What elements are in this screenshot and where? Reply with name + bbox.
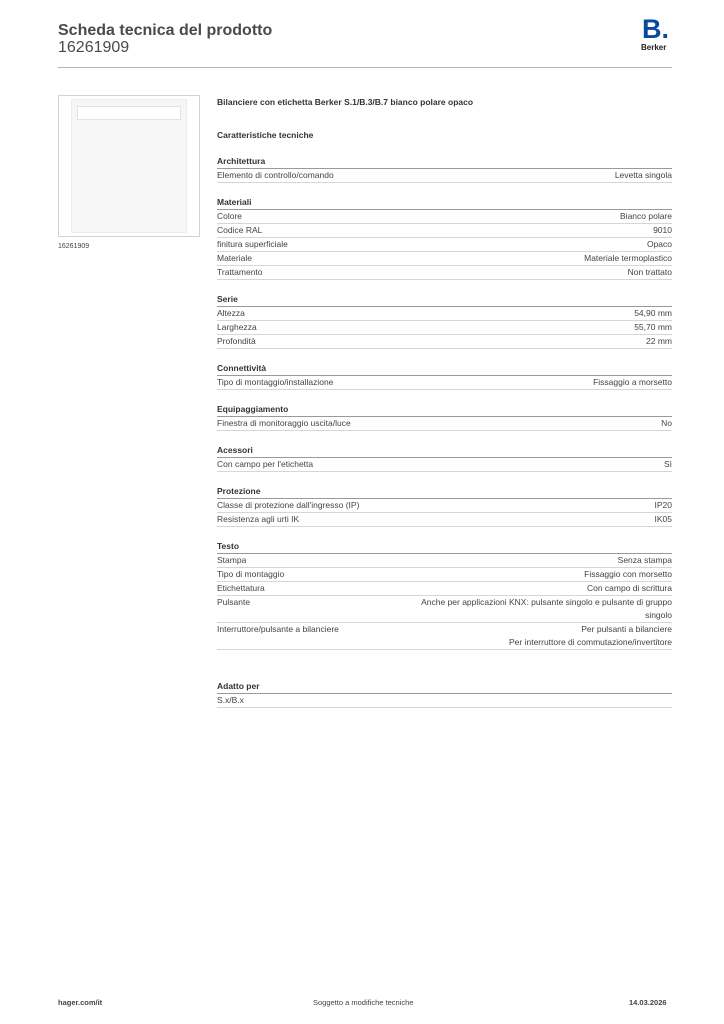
spec-value <box>367 499 672 512</box>
spec-row <box>217 238 672 252</box>
spec-row <box>217 266 672 280</box>
spec-row <box>217 224 672 238</box>
spec-label: finitura superficiale <box>217 239 288 249</box>
spec-value-line: singolo <box>645 610 672 620</box>
spec-section <box>217 680 672 708</box>
spec-row <box>217 335 672 349</box>
spec-value <box>307 513 672 526</box>
spec-value <box>321 458 672 471</box>
section-title: Architettura <box>217 155 672 169</box>
characteristics-title: Caratteristiche tecniche <box>217 130 314 140</box>
spec-row <box>217 210 672 224</box>
section-title: Acessori <box>217 444 672 458</box>
spec-value <box>250 210 672 223</box>
spec-section <box>217 362 672 390</box>
spec-row <box>217 568 672 582</box>
section-title: Connettività <box>217 362 672 376</box>
spec-label: Larghezza <box>217 322 257 332</box>
section-title: Adatto per <box>217 680 672 694</box>
footer-date: 14.03.2026 <box>629 998 667 1007</box>
spec-section <box>217 444 672 472</box>
spec-row <box>217 623 672 650</box>
spec-value <box>253 307 672 320</box>
spec-label: Materiale <box>217 253 252 263</box>
berker-logo-mark: B. <box>642 14 669 44</box>
spec-value <box>252 694 672 707</box>
image-caption: 16261909 <box>58 243 90 250</box>
spec-label: Con campo per l'etichetta <box>217 459 314 469</box>
label-field-image <box>77 106 181 120</box>
rocker-plate-image <box>71 99 187 233</box>
spec-value-line: Bianco polare <box>620 211 672 221</box>
spec-value <box>359 417 672 430</box>
spec-label: Pulsante <box>217 597 251 607</box>
spec-value <box>254 554 672 567</box>
section-title: Materiali <box>217 196 672 210</box>
spec-value-line: Opaco <box>646 239 672 249</box>
spec-label: Colore <box>217 211 243 221</box>
spec-label: Interruttore/pulsante a bilanciere <box>217 624 339 634</box>
spec-label: Finestra di monitoraggio uscita/luce <box>217 418 351 428</box>
spec-value <box>273 582 672 595</box>
spec-value <box>270 224 672 237</box>
spec-value <box>258 596 672 622</box>
product-image <box>58 95 200 237</box>
spec-value-line: Sì <box>663 459 672 469</box>
spec-label: Tipo di montaggio <box>217 569 285 579</box>
product-code: 16261909 <box>58 39 130 56</box>
spec-label: Etichettatura <box>217 583 265 593</box>
spec-label: Profondità <box>217 336 256 346</box>
spec-value <box>292 568 672 581</box>
spec-label: S.x/B.x <box>217 695 244 705</box>
spec-value <box>342 169 672 182</box>
spec-row <box>217 458 672 472</box>
header-divider <box>58 67 672 68</box>
spec-value-line: Per interruttore di commutazione/invertitore <box>509 637 672 647</box>
spec-row <box>217 417 672 431</box>
spec-row <box>217 694 672 708</box>
spec-value-line: Levetta singola <box>614 170 672 180</box>
spec-section <box>217 485 672 527</box>
spec-section <box>217 540 672 650</box>
berker-logo-text: Berker <box>641 43 667 52</box>
spec-row <box>217 321 672 335</box>
section-title: Testo <box>217 540 672 554</box>
spec-row <box>217 307 672 321</box>
spec-value-line: Con campo di scrittura <box>586 583 672 593</box>
spec-value-line: Non trattato <box>627 267 672 277</box>
spec-row <box>217 169 672 183</box>
spec-label: Tipo di montaggio/installazione <box>217 377 334 387</box>
spec-section <box>217 196 672 280</box>
spec-value-line: Senza stampa <box>617 555 672 565</box>
spec-row <box>217 252 672 266</box>
footer-notice: Soggetto a modifiche tecniche <box>313 998 414 1007</box>
spec-value <box>271 266 672 279</box>
spec-value-line: Materiale termoplastico <box>584 253 672 263</box>
spec-value-line: IP20 <box>654 500 672 510</box>
spec-value <box>341 376 672 389</box>
spec-value-line: Per pulsanti a bilanciere <box>581 624 672 634</box>
spec-row <box>217 376 672 390</box>
page-title: Scheda tecnica del prodotto <box>58 22 273 39</box>
spec-value-line: Anche per applicazioni KNX: pulsante singolo e pulsante di gruppo <box>421 597 672 607</box>
spec-row <box>217 499 672 513</box>
spec-value-line: 55,70 mm <box>634 322 672 332</box>
spec-value <box>296 238 672 251</box>
spec-value-line: Fissaggio con morsetto <box>584 569 672 579</box>
section-title: Serie <box>217 293 672 307</box>
spec-section <box>217 403 672 431</box>
spec-value-line: 9010 <box>653 225 672 235</box>
spec-section <box>217 155 672 183</box>
berker-logo <box>638 16 674 54</box>
spec-value-line: IK05 <box>654 514 672 524</box>
spec-label: Resistenza agli urti IK <box>217 514 300 524</box>
spec-label: Codice RAL <box>217 225 263 235</box>
spec-value <box>265 321 672 334</box>
spec-row <box>217 554 672 568</box>
spec-value <box>347 623 672 649</box>
spec-label: Trattamento <box>217 267 263 277</box>
spec-label: Altezza <box>217 308 245 318</box>
spec-value-line: 54,90 mm <box>634 308 672 318</box>
spec-value-line: 22 mm <box>646 336 672 346</box>
spec-sections <box>217 155 672 708</box>
spec-row <box>217 596 672 623</box>
spec-content <box>217 95 672 708</box>
spec-value <box>260 252 672 265</box>
spec-label: Classe di protezione dall'ingresso (IP) <box>217 500 360 510</box>
section-title: Equipaggiamento <box>217 403 672 417</box>
footer-website: hager.com/it <box>58 998 103 1007</box>
product-name: Bilanciere con etichetta Berker S.1/B.3/B.7 bianco polare opaco <box>217 97 474 107</box>
section-title: Protezione <box>217 485 672 499</box>
spec-value-line: Fissaggio a morsetto <box>593 377 672 387</box>
spec-label: Elemento di controllo/comando <box>217 170 334 180</box>
spec-row <box>217 582 672 596</box>
spec-value <box>264 335 672 348</box>
spec-row <box>217 513 672 527</box>
spec-section <box>217 293 672 349</box>
spec-label: Stampa <box>217 555 247 565</box>
spec-value-line: No <box>661 418 672 428</box>
